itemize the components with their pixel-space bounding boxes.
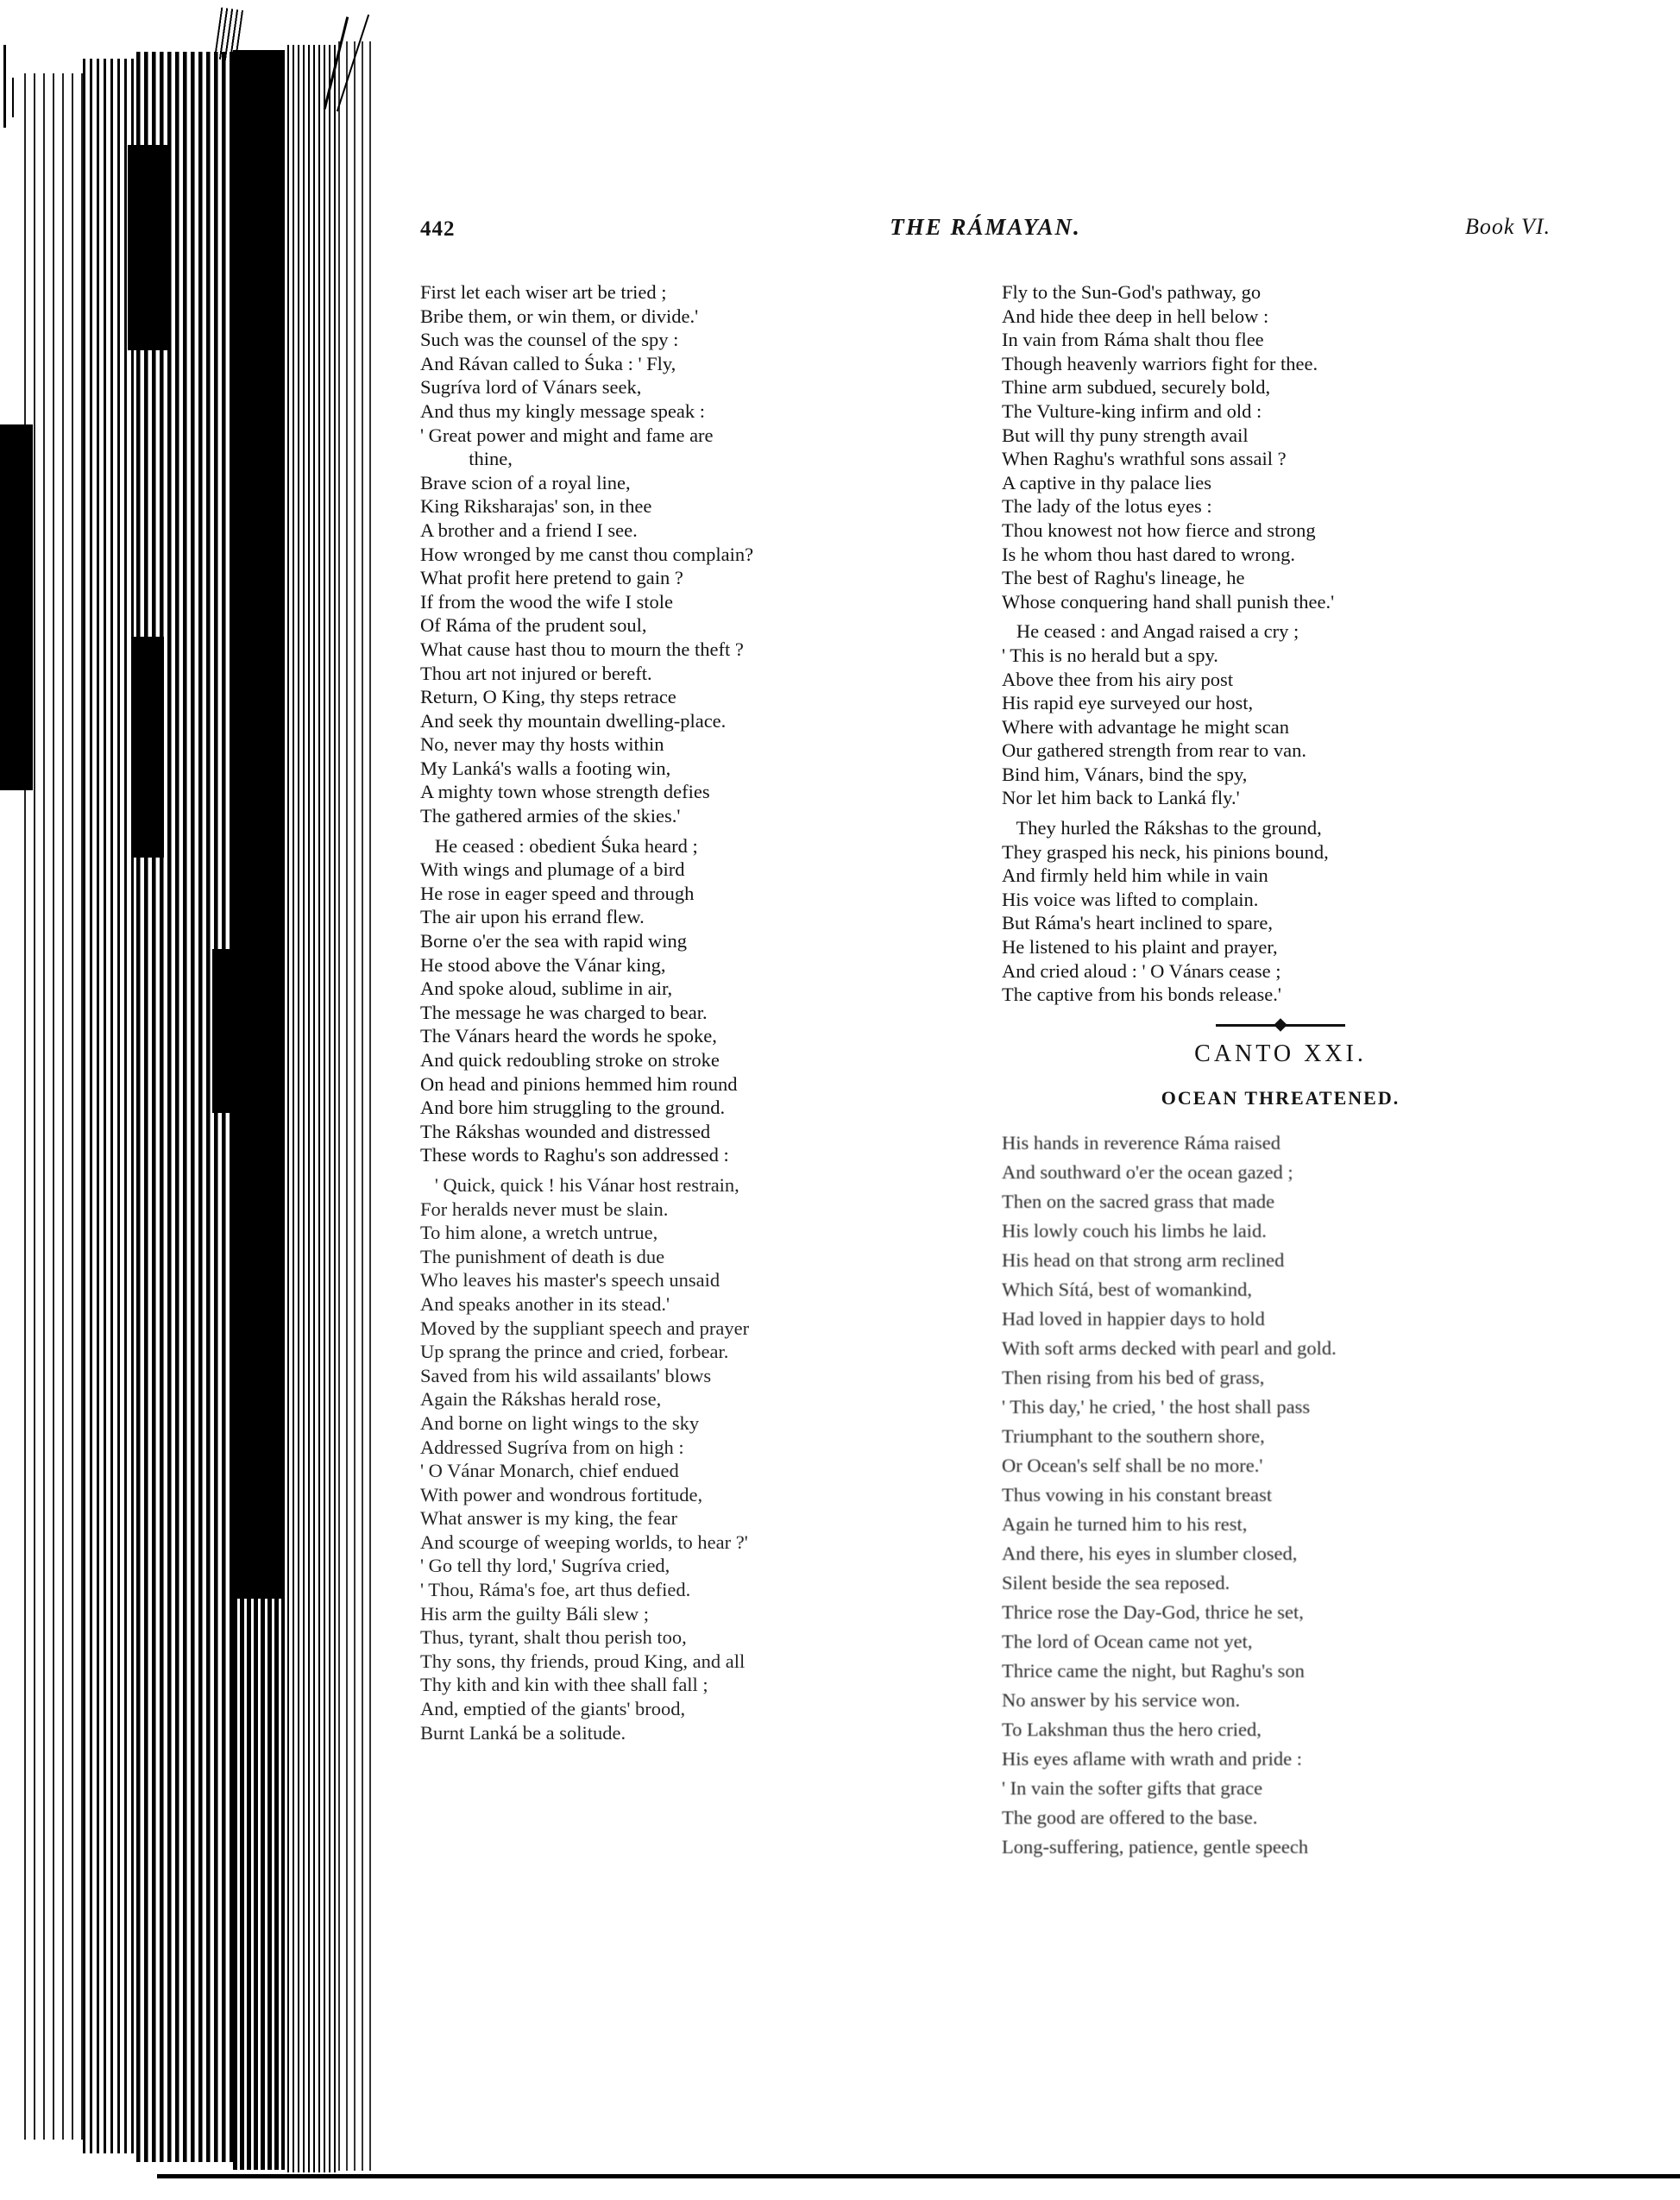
canto-heading: CANTO XXI. — [1194, 1040, 1367, 1067]
verse-line: The punishment of death is due — [420, 1245, 665, 1267]
verse-line: He stood above the Vánar king, — [420, 953, 666, 976]
verse-line: On head and pinions hemmed him round — [420, 1072, 738, 1095]
verse-line: But Ráma's heart inclined to spare, — [1002, 912, 1273, 934]
verse-line: First let each wiser art be tried ; — [420, 281, 667, 303]
verse-line: Burnt Lanká be a solitude. — [420, 1721, 626, 1744]
verse-line: Borne o'er the sea with rapid wing — [420, 930, 687, 952]
stanza — [1002, 619, 1559, 810]
verse-line: And seek thy mountain dwelling-place. — [420, 709, 727, 732]
verse-line: He ceased : and Angad raised a cry ; — [1002, 620, 1299, 643]
verse-line: Then on the sacred grass that made — [1002, 1190, 1275, 1212]
verse-line: Thus, tyrant, shalt thou perish too, — [420, 1626, 687, 1649]
scan-black-bar — [233, 50, 285, 1599]
verse-line: And there, his eyes in slumber closed, — [1002, 1542, 1298, 1564]
verse-line: A captive in thy palace lies — [1002, 471, 1212, 493]
verse-line: Above thee from his airy post — [1002, 668, 1234, 690]
verse-line: His arm the guilty Báli slew ; — [420, 1602, 649, 1625]
verse-line: Had loved in happier days to hold — [1002, 1307, 1265, 1329]
verse-line: Thy kith and kin with thee shall fall ; — [420, 1674, 708, 1696]
scan-black-block — [131, 637, 164, 858]
verse-line: Then rising from his bed of grass, — [1002, 1366, 1265, 1388]
verse-line: Though heavenly warriors fight for thee. — [1002, 352, 1318, 374]
scan-black-block — [0, 424, 33, 790]
verse-line: Long-suffering, patience, gentle speech — [1002, 1835, 1309, 1857]
verse-line: Whose conquering hand shall punish thee.' — [1002, 590, 1335, 613]
verse-line: To him alone, a wretch untrue, — [420, 1222, 658, 1244]
verse-line: What cause hast thou to mourn the theft ? — [420, 638, 744, 660]
page-header — [420, 214, 1551, 248]
left-column — [420, 280, 978, 1862]
verse-line: His rapid eye surveyed our host, — [1002, 692, 1254, 714]
scan-mark — [324, 16, 349, 109]
verse-line: He ceased : obedient Śuka heard ; — [420, 834, 698, 857]
verse-line: The Rákshas wounded and distressed — [420, 1120, 711, 1142]
verse-line: And spoke aloud, sublime in air, — [420, 977, 673, 1000]
verse-line: How wronged by me canst thou complain? — [420, 543, 754, 565]
verse-line: Who leaves his master's speech unsaid — [420, 1269, 720, 1292]
scan-streaks — [24, 73, 83, 2140]
page-number: 442 — [420, 217, 456, 241]
text-columns — [420, 280, 1559, 1862]
verse-line: And, emptied of the giants' brood, — [420, 1698, 686, 1720]
book-label: Book VI. — [1465, 214, 1551, 239]
scan-mark — [3, 45, 6, 128]
scan-black-block — [212, 949, 252, 1113]
verse-line: The air upon his errand flew. — [420, 906, 645, 928]
verse-line: Fly to the Sun-God's pathway, go — [1002, 281, 1262, 303]
verse-line: His head on that strong arm reclined — [1002, 1248, 1285, 1271]
verse-line: These words to Raghu's son addressed : — [420, 1144, 729, 1166]
verse-line: Where with advantage he might scan — [1002, 715, 1289, 738]
verse-line: His voice was lifted to complain. — [1002, 888, 1259, 910]
verse-line: The good are offered to the base. — [1002, 1806, 1258, 1828]
verse-line: Return, O King, thy steps retrace — [420, 686, 676, 708]
verse-line: My Lanká's walls a footing win, — [420, 757, 671, 779]
scan-edge-line — [157, 2174, 1680, 2178]
verse-line: Or Ocean's self shall be no more.' — [1002, 1454, 1263, 1476]
verse-line: ' This day,' he cried, ' the host shall pass — [1002, 1395, 1311, 1417]
verse-line: ' In vain the softer gifts that grace — [1002, 1776, 1263, 1799]
verse-line: Such was the counsel of the spy : — [420, 329, 679, 351]
verse-line: Saved from his wild assailants' blows — [420, 1364, 712, 1386]
verse-line: The Vánars heard the words he spoke, — [420, 1025, 717, 1047]
verse-line: Of Ráma of the prudent soul, — [420, 614, 647, 637]
verse-line: Is he whom thou hast dared to wrong. — [1002, 543, 1295, 565]
verse-line: thine, — [420, 448, 513, 470]
stanza — [1002, 1128, 1559, 1862]
stanza — [1002, 280, 1559, 613]
verse-line: Triumphant to the southern shore, — [1002, 1424, 1265, 1447]
stanza — [420, 834, 978, 1167]
scan-streaks — [136, 52, 233, 2162]
verse-line: They hurled the Rákshas to the ground, — [1002, 817, 1322, 839]
verse-line: And southward o'er the ocean gazed ; — [1002, 1160, 1293, 1183]
scan-black-block — [128, 145, 169, 350]
scan-streaks — [233, 1599, 285, 2170]
verse-line: What answer is my king, the fear — [420, 1507, 678, 1530]
verse-line: And bore him struggling to the ground. — [420, 1097, 726, 1119]
verse-line: Moved by the suppliant speech and prayer — [420, 1317, 750, 1339]
scan-mark — [214, 7, 243, 61]
canto-subtitle: OCEAN THREATENED. — [1161, 1086, 1400, 1109]
verse-line: With wings and plumage of a bird — [420, 858, 685, 881]
verse-line: And borne on light wings to the sky — [420, 1411, 700, 1434]
verse-line: The best of Raghu's lineage, he — [1002, 567, 1245, 589]
verse-line: And scourge of weeping worlds, to hear ?' — [420, 1531, 748, 1553]
right-column — [1002, 280, 1559, 1862]
stanza — [420, 1173, 978, 1744]
verse-line: Again he turned him to his rest, — [1002, 1512, 1248, 1535]
page-title: THE RÁMAYAN. — [890, 214, 1081, 240]
verse-line: The message he was charged to bear. — [420, 1001, 708, 1023]
verse-line: He rose in eager speed and through — [420, 882, 695, 904]
verse-line: His hands in reverence Ráma raised — [1002, 1131, 1280, 1153]
verse-line: Bind him, Vánars, bind the spy, — [1002, 763, 1248, 785]
verse-line: And speaks another in its stead.' — [420, 1292, 670, 1315]
verse-line: The lady of the lotus eyes : — [1002, 495, 1212, 518]
verse-line: Thy sons, thy friends, proud King, and all — [420, 1650, 746, 1672]
verse-line: Addressed Sugríva from on high : — [420, 1436, 684, 1458]
stanza — [420, 280, 978, 828]
scan-streaks — [287, 45, 336, 2172]
verse-line: Up sprang the prince and cried, forbear. — [420, 1341, 729, 1363]
verse-line: ' This is no herald but a spy. — [1002, 644, 1218, 666]
scan-streaks — [338, 41, 374, 2171]
verse-line: Which Sítá, best of womankind, — [1002, 1278, 1252, 1300]
verse-line: They grasped his neck, his pinions bound, — [1002, 840, 1329, 863]
verse-line: And cried aloud : ' O Vánars cease ; — [1002, 959, 1281, 982]
verse-line: Thrice rose the Day-God, thrice he set, — [1002, 1600, 1304, 1623]
verse-line: ' Quick, quick ! his Vánar host restrain, — [420, 1173, 739, 1196]
verse-line: The gathered armies of the skies.' — [420, 805, 681, 827]
verse-line: A mighty town whose strength defies — [420, 781, 710, 803]
verse-line: His eyes aflame with wrath and pride : — [1002, 1747, 1303, 1769]
verse-line: Thus vowing in his constant breast — [1002, 1483, 1273, 1505]
verse-line: In vain from Ráma shalt thou flee — [1002, 329, 1264, 351]
verse-line: The captive from his bonds release.' — [1002, 984, 1281, 1006]
verse-line: ' Great power and might and fame are — [420, 424, 714, 446]
verse-line: Thou knowest not how fierce and strong — [1002, 519, 1316, 541]
verse-line: Brave scion of a royal line, — [420, 471, 631, 493]
verse-line: Our gathered strength from rear to van. — [1002, 739, 1306, 762]
verse-line: What profit here pretend to gain ? — [420, 567, 683, 589]
scan-mark — [337, 15, 369, 112]
verse-line: ' O Vánar Monarch, chief endued — [420, 1460, 679, 1482]
verse-line: ' Thou, Ráma's foe, art thus defied. — [420, 1579, 691, 1601]
verse-line: And hide thee deep in hell below : — [1002, 305, 1269, 327]
verse-line: Nor let him back to Lanká fly.' — [1002, 787, 1240, 809]
verse-line: He listened to his plaint and prayer, — [1002, 936, 1278, 959]
verse-line: And quick redoubling stroke on stroke — [420, 1049, 720, 1071]
verse-line: With soft arms decked with pearl and gold. — [1002, 1336, 1337, 1359]
verse-line: When Raghu's wrathful sons assail ? — [1002, 448, 1287, 470]
verse-line: And thus my kingly message speak : — [420, 399, 705, 422]
verse-line: Sugríva lord of Vánars seek, — [420, 376, 642, 399]
verse-line: King Riksharajas' son, in thee — [420, 495, 652, 518]
scan-mark — [12, 78, 14, 117]
verse-line: A brother and a friend I see. — [420, 519, 638, 541]
verse-line: ' Go tell thy lord,' Sugríva cried, — [420, 1555, 670, 1577]
verse-line: The Vulture-king infirm and old : — [1002, 399, 1262, 422]
verse-line: Silent beside the sea reposed. — [1002, 1571, 1230, 1593]
scan-streaks — [83, 59, 136, 2153]
verse-line: No, never may thy hosts within — [420, 733, 664, 756]
verse-line: Thou art not injured or bereft. — [420, 662, 652, 684]
stanza — [1002, 816, 1559, 1007]
verse-line: To Lakshman thus the hero cried, — [1002, 1718, 1262, 1740]
verse-line: But will thy puny strength avail — [1002, 424, 1249, 446]
verse-line: For heralds never must be slain. — [420, 1197, 669, 1220]
verse-line: And firmly held him while in vain — [1002, 864, 1268, 887]
verse-line: No answer by his service won. — [1002, 1688, 1241, 1711]
verse-line: Bribe them, or win them, or divide.' — [420, 305, 699, 327]
section-divider — [1216, 1024, 1345, 1027]
verse-line: Thine arm subdued, securely bold, — [1002, 376, 1271, 399]
verse-line: Thrice came the night, but Raghu's son — [1002, 1659, 1305, 1681]
verse-line: His lowly couch his limbs he laid. — [1002, 1219, 1267, 1241]
verse-line: If from the wood the wife I stole — [420, 590, 674, 613]
verse-line: Again the Rákshas herald rose, — [420, 1388, 662, 1411]
verse-line: With power and wondrous fortitude, — [420, 1483, 703, 1505]
verse-line: And Rávan called to Śuka : ' Fly, — [420, 352, 676, 374]
verse-line: The lord of Ocean came not yet, — [1002, 1630, 1253, 1652]
